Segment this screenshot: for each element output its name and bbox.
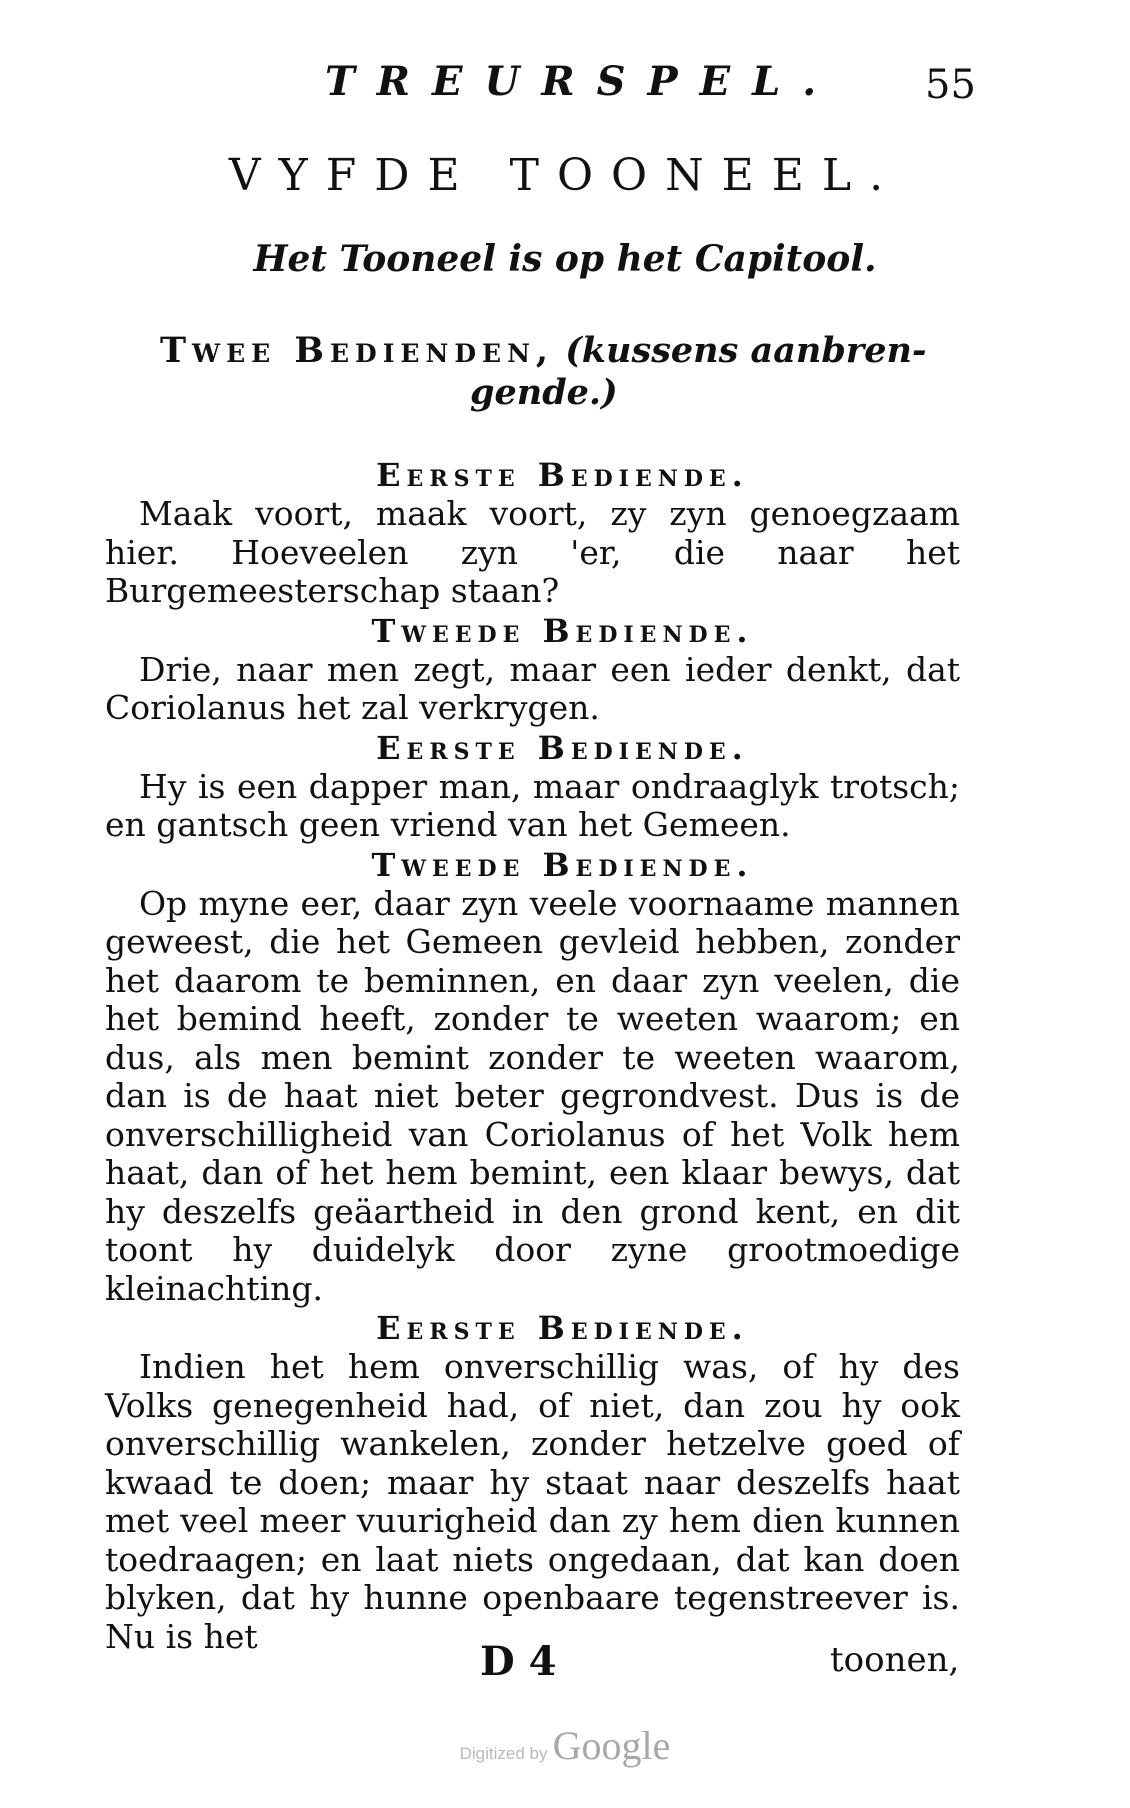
- entrance-line: [160, 330, 960, 414]
- scene-heading: VYFDE TOONEEL.: [228, 150, 902, 201]
- speech-text: Indien het hem onverschillig was, of hy des Volks genegenheid had, of niet, dan zou hy ook onverschillig wankelen, zonder hetzelve goed of kwaad te doen; maar hy staat naar deszelfs haat met veel meer vuurigheid dan zy hem dien kunnen toedraagen; en laat niets ongedaan, dat kan doen blyken, dat hy hunne openbaare tegenstreever is. Nu is het: [105, 1347, 960, 1656]
- running-head: [0, 58, 1130, 118]
- speaker-name: Tweede Bediende.: [371, 845, 754, 884]
- speech-block: [105, 611, 960, 728]
- stage-direction: (kussens aanbren-: [565, 330, 927, 371]
- digitized-label: Digitized by: [459, 1744, 548, 1763]
- google-logo: Google: [552, 1723, 671, 1768]
- speech-block: [105, 845, 960, 1309]
- speech-text: Op myne eer, daar zyn veele voornaame mannen geweest, die het Gemeen gevleid hebben, zonder het daarom te beminnen, en daar zyn veelen, die het bemind heeft, zonder te weeten waarom; en dus, als men bemint zonder te weeten waarom, dan is de haat niet beter gegrondvest. Dus is de onverschilligheid van Coriolanus of het Volk hem haat, dan of het hem bemint, een klaar bewys, dat hy deszelfs geäartheid in den grond kent, en dit toont hy duidelyk door zyne grootmoedige kleinachting.: [105, 883, 960, 1308]
- speech-block: [105, 455, 960, 611]
- stage-direction-continued: gende.): [470, 372, 618, 413]
- speaker-name: Eerste Bediende.: [376, 456, 749, 494]
- digitization-watermark: [0, 1722, 1130, 1769]
- signature-mark: D 4: [480, 1638, 557, 1685]
- speech-text: Hy is een dapper man, maar ondraaglyk trotsch; en gantsch geen vriend van het Gemeen.: [105, 766, 960, 844]
- speaker-name: Eerste Bediende.: [376, 1309, 749, 1347]
- page-number: 55: [925, 62, 976, 108]
- speech-text: Drie, naar men zegt, maar een ieder denkt, dat Coriolanus het zal verkrygen.: [105, 649, 960, 727]
- scene-setting: Het Tooneel is op het Capitool.: [253, 238, 877, 280]
- running-title: TREURSPEL.: [325, 58, 839, 105]
- speaker-name: Tweede Bediende.: [371, 611, 754, 650]
- speech-block: [105, 1308, 960, 1656]
- speech-text: Maak voort, maak voort, zy zyn genoegzaam hier. Hoeveelen zyn 'er, die naar het Burgemeesterschap staan?: [105, 494, 960, 610]
- dialogue: [105, 455, 960, 1656]
- speech-block: [105, 728, 960, 845]
- catchword: toonen,: [830, 1640, 960, 1680]
- speaker-name: Eerste Bediende.: [376, 728, 749, 767]
- entrance-characters: Twee Bedienden,: [160, 330, 555, 371]
